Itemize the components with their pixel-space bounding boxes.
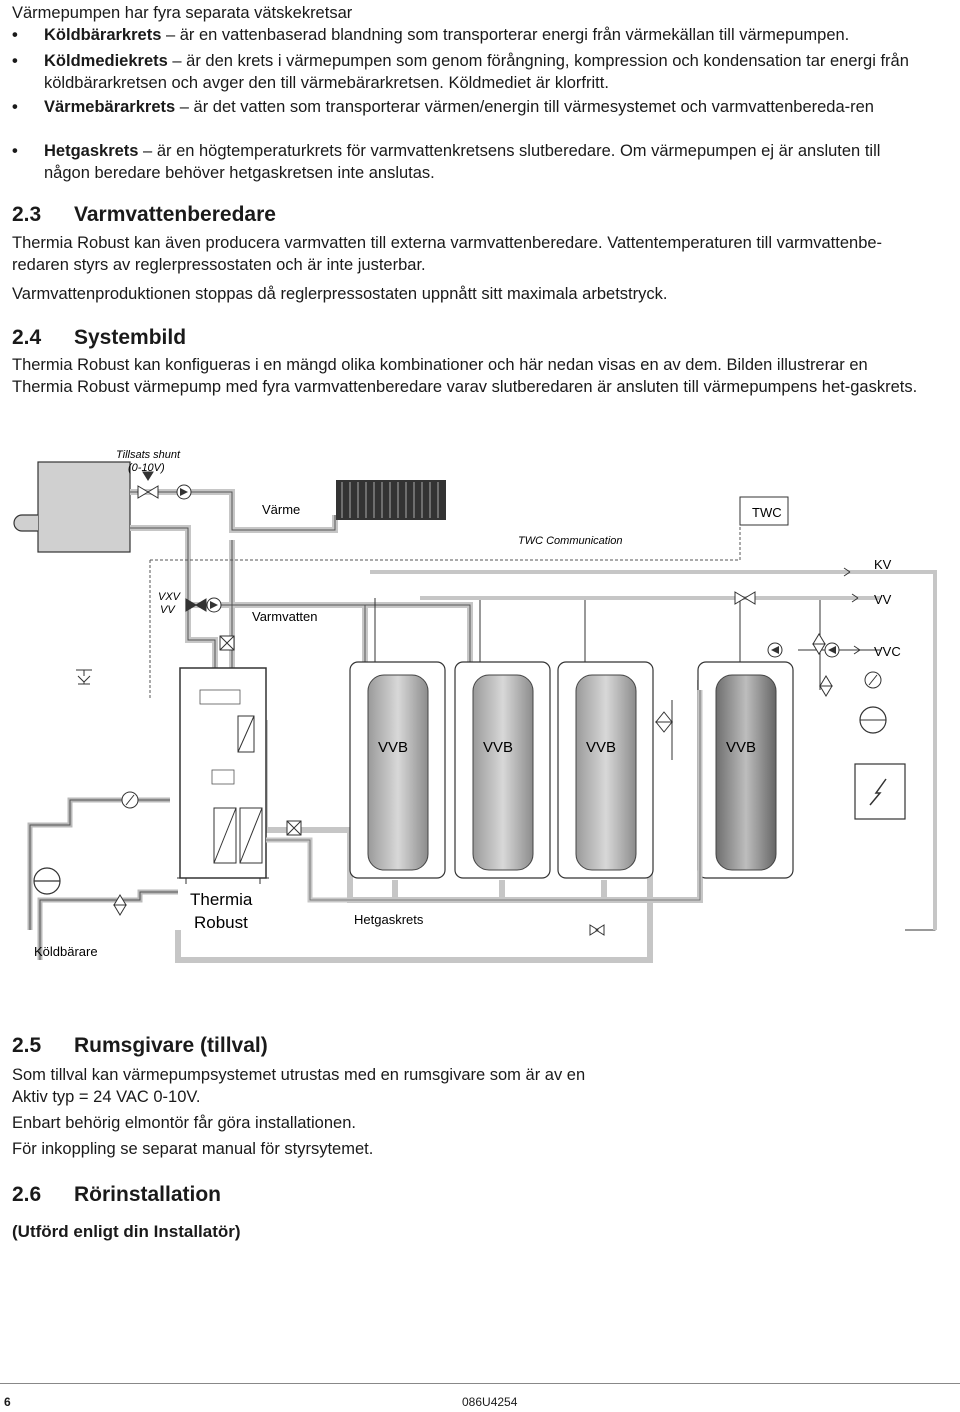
pump-icon (768, 643, 782, 657)
pressure-gauge-icon (122, 792, 138, 808)
heading-number: 2.6 (12, 1183, 42, 1206)
tank-4-label: VVB (726, 739, 757, 756)
s23-paragraph-2: Varmvattenproduktionen stoppas då reglerpressostaten uppnått sitt maximala arbetstryck. (12, 285, 668, 303)
hetgaskrets-label: Hetgaskrets (354, 912, 424, 927)
water-heater-tanks (350, 662, 793, 878)
intro-text: Värmepumpen har fyra separata vätskekretsar (12, 4, 353, 22)
outdoor-sensor-icon (76, 670, 92, 684)
bullet-term: Köldmediekrets (44, 52, 168, 70)
shunt-label-2: (0-10V) (128, 462, 165, 474)
thermia-label-2: Robust (194, 913, 248, 932)
tank-2-label: VVB (483, 739, 514, 756)
radiator-icon (336, 480, 446, 520)
pump-icon (177, 485, 191, 499)
expansion-vessel-icon (34, 868, 60, 894)
s23-paragraph-1: Thermia Robust kan även producera varmvatten till externa varmvattenberedare. Vattentemperaturen till varmvattenbe-redaren styrs av reglerpressostaten och är inte justerbar. (12, 234, 883, 274)
bullet-term: Köldbärarkrets (44, 26, 162, 44)
heading-2-6 (12, 1183, 221, 1207)
heading-number: 2.4 (12, 326, 42, 349)
kv-label: KV (874, 557, 892, 572)
tank-3-label: VVB (586, 739, 617, 756)
heading-2-3 (12, 203, 276, 227)
twc-communication-label: TWC Communication (518, 535, 623, 547)
heading-2-5 (12, 1034, 268, 1058)
koldbarare-label: Köldbärare (34, 944, 98, 959)
bullet-dot: • (12, 98, 18, 116)
varme-label: Värme (262, 502, 301, 517)
filter-valve-icon (220, 636, 234, 650)
heading-title: Systembild (74, 326, 187, 349)
bullet-dot: • (12, 142, 18, 160)
pressure-gauge-icon (865, 672, 881, 688)
heading-2-4 (12, 326, 186, 350)
footer-rule (0, 1383, 960, 1384)
heating-unit-icon (14, 462, 130, 552)
filter-valve-icon (287, 821, 301, 835)
document-code: 086U4254 (462, 1395, 518, 1409)
thermia-label-1: Thermia (190, 890, 253, 909)
s25-paragraph-1: Som tillval kan värmepumpsystemet utrustas med en rumsgivare som är av en Aktiv typ = 24 VAC 0-10V. (12, 1066, 586, 1106)
diverter-valve-icon (186, 599, 206, 611)
expansion-vessel-icon (860, 707, 886, 733)
s24-paragraph-1: Thermia Robust kan konfigueras i en mängd olika kombinationer och här nedan visas en av dem. Bilden illustrerar en Thermia Robust värmepump med fyra varmvattenberedare varav slutberedaren är ansluten till värmepumpens het-gaskrets. (12, 356, 918, 396)
s25-paragraph-3: För inkoppling se separat manual för styrsytemet. (12, 1140, 374, 1158)
bullet-text: – är det vatten som transporterar värmen/energin till värmesystemet och varmvattenbereda-ren (175, 98, 874, 116)
vxv-label: VXV (158, 591, 181, 603)
bullet-text: – är en vattenbaserad blandning som transporterar energi från värmekällan till värmepumpen. (161, 26, 850, 44)
s26-subheading: (Utförd enligt din Installatör) (12, 1222, 241, 1241)
pump-icon (207, 598, 221, 612)
bullet-term: Hetgaskrets (44, 142, 139, 160)
vv-left-label: VV (160, 604, 175, 616)
bullet-dot: • (12, 26, 18, 44)
heading-title: Rumsgivare (tillval) (74, 1034, 268, 1057)
bullet-term: Värmebärarkrets (44, 98, 176, 116)
electric-heater-icon (855, 764, 905, 819)
page-number: 6 (4, 1395, 11, 1409)
system-diagram (0, 440, 960, 1010)
twc-label: TWC (752, 505, 782, 520)
heading-title: Rörinstallation (74, 1183, 222, 1206)
heading-number: 2.5 (12, 1034, 42, 1057)
tank-1-label: VVB (378, 739, 409, 756)
heading-number: 2.3 (12, 203, 42, 226)
varmvatten-label: Varmvatten (252, 609, 318, 624)
bullet-dot: • (12, 52, 18, 70)
shunt-label-1: Tillsats shunt (116, 449, 181, 461)
heading-title: Varmvattenberedare (74, 203, 276, 226)
vvc-label: VVC (874, 644, 901, 659)
s25-paragraph-2: Enbart behörig elmontör får göra installationen. (12, 1114, 356, 1132)
thermia-robust-unit (177, 668, 269, 884)
arrow-icon (844, 568, 860, 654)
bullet-text: – är den krets i värmepumpen som genom förångning, kompression och kondensation tar energi från köldbärarkretsen och avger den till värmebärarkretsen. Köldmediet är klorfritt. (44, 52, 909, 92)
bullet-text: – är en högtemperaturkrets för varmvattenkretsens slutberedare. Om värmepumpen ej är ansluten till någon beredare behöver hetgaskretsen inte anslutas. (44, 142, 881, 182)
vv-right-label: VV (874, 592, 892, 607)
pump-icon (825, 643, 839, 657)
